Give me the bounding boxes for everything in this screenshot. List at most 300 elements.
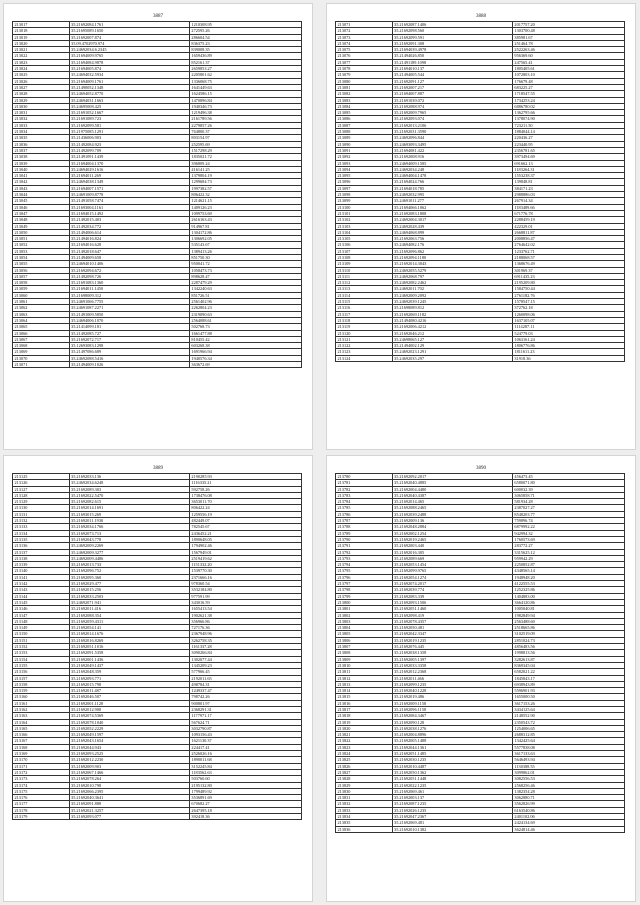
page-heading: 3888 <box>476 14 486 19</box>
record-id-cell: 213117 <box>336 311 393 317</box>
record-code-cell: 35.21692094.672 <box>69 267 189 273</box>
record-id-cell: 213039 <box>13 160 70 166</box>
document-page-2 <box>326 3 636 450</box>
record-id-cell: 213144 <box>13 593 70 599</box>
record-id-cell: 213828 <box>336 776 393 782</box>
record-id-cell: 213079 <box>336 72 393 78</box>
record-code-cell: 35.24694006.1070 <box>69 317 189 323</box>
amount-cell: 283772.27 <box>512 543 624 549</box>
record-id-cell: 213065 <box>13 324 70 330</box>
amount-cell: 6582021.22 <box>512 669 624 675</box>
amount-cell: 2367948.96 <box>189 631 301 637</box>
record-code-cell: 35.21692051.1448 <box>392 776 512 782</box>
amount-cell: 1845843.17 <box>512 675 624 681</box>
amount-cell: 1940576.34 <box>189 355 301 361</box>
record-code-cell: 35.21692096.862 <box>392 248 512 254</box>
amount-cell: 2195132.80 <box>189 782 301 788</box>
record-id-cell: 213064 <box>13 317 70 323</box>
record-id-cell: 213170 <box>13 757 70 763</box>
amount-cell: 1183489.66 <box>512 204 624 210</box>
record-id-cell: 213168 <box>13 744 70 750</box>
record-code-cell: 35.24692023.1291 <box>392 349 512 355</box>
record-id-cell: 213066 <box>13 330 70 336</box>
record-id-cell: 213110 <box>336 267 393 273</box>
amount-cell: 810455.42 <box>189 336 301 342</box>
record-id-cell: 213034 <box>13 129 70 135</box>
record-id-cell: 213086 <box>336 116 393 122</box>
record-id-cell: 213057 <box>13 273 70 279</box>
record-code-cell: 35.21695089.1650 <box>69 28 189 34</box>
record-code-cell: 35.21491189.1098 <box>392 59 512 65</box>
record-id-cell: 213042 <box>13 179 70 185</box>
record-id-cell: 213804 <box>336 625 393 631</box>
record-id-cell: 213046 <box>13 204 70 210</box>
record-id-cell: 213122 <box>336 343 393 349</box>
record-id-cell: 213799 <box>336 593 393 599</box>
record-id-cell: 213023 <box>13 59 70 65</box>
record-id-cell: 213793 <box>336 555 393 561</box>
amount-cell: 2526026.16 <box>189 751 301 757</box>
amount-cell: 577966.45 <box>189 669 301 675</box>
record-code-cell: 35.21494016.824 <box>69 236 189 242</box>
record-id-cell: 213071 <box>13 362 70 368</box>
record-id-cell: 213833 <box>336 807 393 813</box>
record-code-cell: 35.21692006.4212 <box>392 324 512 330</box>
amount-cell: 727176.36 <box>189 625 301 631</box>
record-id-cell: 213791 <box>336 543 393 549</box>
amount-cell: 3152245.84 <box>189 763 301 769</box>
amount-cell: 1303700.48 <box>512 28 624 34</box>
amount-cell: 764800.37 <box>189 129 301 135</box>
record-id-cell: 213822 <box>336 738 393 744</box>
amount-cell: 1799489.92 <box>189 788 301 794</box>
record-id-cell: 213121 <box>336 336 393 342</box>
amount-cell: 3653011.70 <box>189 499 301 505</box>
amount-cell: 798742.26 <box>189 694 301 700</box>
amount-cell: 2564088.61 <box>189 317 301 323</box>
record-id-cell: 213116 <box>336 305 393 311</box>
record-code-cell: 35.21692046.507 <box>69 694 189 700</box>
amount-cell: 1806776.86 <box>512 343 624 349</box>
amount-cell: 956369.60 <box>512 53 624 59</box>
amount-cell: 2668811.87 <box>512 229 624 235</box>
record-code-cell: 35.21694011.1450 <box>69 286 189 292</box>
record-id-cell: 213088 <box>336 129 393 135</box>
record-id-cell: 213780 <box>336 474 393 480</box>
amount-cell: 272595.26 <box>189 28 301 34</box>
record-code-cell: 35.21692091.888 <box>69 801 189 807</box>
record-id-cell: 213158 <box>13 681 70 687</box>
record-code-cell: 35.21692007.217 <box>392 84 512 90</box>
record-code-cell: 35.21698089.812 <box>392 305 512 311</box>
record-id-cell: 213104 <box>336 229 393 235</box>
record-id-cell: 213150 <box>13 631 70 637</box>
record-code-cell: 35.21692012.2230 <box>69 757 189 763</box>
amount-cell: 1659436.89 <box>189 53 301 59</box>
record-code-cell: 35.21692093.2525 <box>69 751 189 757</box>
record-code-cell: 35.21694084.9878 <box>69 59 189 65</box>
record-id-cell: 213167 <box>13 738 70 744</box>
record-id-cell: 213131 <box>13 511 70 517</box>
amount-cell: 1655413.54 <box>189 606 301 612</box>
record-id-cell: 213816 <box>336 700 393 706</box>
table-row <box>336 355 625 361</box>
amount-cell: 1738476.08 <box>189 492 301 498</box>
document-page-1 <box>3 3 313 450</box>
record-code-cell: 35.24692034.6248 <box>69 480 189 486</box>
record-code-cell: 35.21491058.7474 <box>69 198 189 204</box>
record-id-cell: 213803 <box>336 618 393 624</box>
record-code-cell: 35.21494009.1026 <box>69 362 189 368</box>
record-code-cell: 35.21692091.308 <box>392 40 512 46</box>
record-id-cell: 213032 <box>13 116 70 122</box>
amount-cell: 1362795.66 <box>512 110 624 116</box>
amount-cell: 1058473.73 <box>189 267 301 273</box>
record-id-cell: 213153 <box>13 650 70 656</box>
record-id-cell: 213106 <box>336 242 393 248</box>
amount-cell: 1260098.06 <box>512 311 624 317</box>
amount-cell: 1299684.73 <box>189 179 301 185</box>
record-code-cell: 35.21692011.487 <box>69 688 189 694</box>
record-id-cell: 213134 <box>13 530 70 536</box>
record-code-cell: 35.21490052.1348 <box>69 84 189 90</box>
record-code-cell: 35.24692032.995 <box>392 192 512 198</box>
record-id-cell: 213173 <box>13 776 70 782</box>
record-id-cell: 213080 <box>336 78 393 84</box>
record-id-cell: 213115 <box>336 299 393 305</box>
record-code-cell: 35.21692019.2465 <box>392 536 512 542</box>
record-code-cell: 35.21692011.416 <box>69 606 189 612</box>
record-id-cell: 213786 <box>336 511 393 517</box>
record-id-cell: 213136 <box>13 543 70 549</box>
record-id-cell: 213128 <box>13 492 70 498</box>
record-id-cell: 213058 <box>13 280 70 286</box>
record-code-cell: 35.21691083.1360 <box>69 280 189 286</box>
record-code-cell: 35.21692048.2884 <box>392 524 512 530</box>
record-id-cell: 213157 <box>13 675 70 681</box>
amount-cell: 942994.32 <box>512 530 624 536</box>
record-code-cell: 35.21692009.7965 <box>392 110 512 116</box>
record-code-cell: 35.21694010.137 <box>392 66 512 72</box>
amount-cell: 567624.71 <box>189 719 301 725</box>
amount-cell: 2568256.46 <box>512 782 624 788</box>
amount-cell: 1718547.55 <box>512 91 624 97</box>
amount-cell: 2287479.29 <box>189 280 301 286</box>
record-code-cell: 35.21492098.726 <box>69 273 189 279</box>
record-code-cell: 35.21694007.1571 <box>69 185 189 191</box>
record-id-cell: 213806 <box>336 637 393 643</box>
record-id-cell: 213027 <box>13 84 70 90</box>
amount-cell: 759896.74 <box>512 518 624 524</box>
record-id-cell: 213824 <box>336 751 393 757</box>
amount-cell: 3090266.84 <box>189 650 301 656</box>
record-code-cell: 35.21694011.269 <box>69 173 189 179</box>
record-id-cell: 213018 <box>13 28 70 34</box>
amount-cell: 2161789.56 <box>189 116 301 122</box>
amount-cell: 3099862.01 <box>512 769 624 775</box>
amount-cell: 1183562.63 <box>189 769 301 775</box>
record-code-cell: 35.21491091.1439 <box>69 154 189 160</box>
record-code-cell: 35.21692038.1358 <box>392 650 512 656</box>
record-code-cell: 35.21694039.4978 <box>392 47 512 53</box>
record-code-cell: 35.21692022.5470 <box>69 492 189 498</box>
amount-cell: 1637105.07 <box>512 317 624 323</box>
record-id-cell: 213785 <box>336 505 393 511</box>
amount-cell: 524779.03 <box>512 330 624 336</box>
amount-cell: 803154.97 <box>189 135 301 141</box>
amount-cell: 1093156.43 <box>189 732 301 738</box>
amount-cell: 6886780.02 <box>512 103 624 109</box>
amount-cell: 1890648.05 <box>189 536 301 542</box>
amount-cell: 2368291.31 <box>189 706 301 712</box>
record-code-cell: 35.24694010.1406 <box>69 261 189 267</box>
record-id-cell: 213130 <box>13 505 70 511</box>
document-page-3 <box>3 455 313 902</box>
record-id-cell: 213068 <box>13 343 70 349</box>
record-code-cell: 35.24692035.297 <box>392 355 512 361</box>
record-id-cell: 213029 <box>13 97 70 103</box>
amount-cell: 1661477.88 <box>189 330 301 336</box>
record-code-cell: 35.24691011.277 <box>392 198 512 204</box>
record-code-cell: 35.21692026.1235 <box>392 807 512 813</box>
amount-cell: 1835021.72 <box>189 154 301 160</box>
record-code-cell: 35.21692093.074 <box>392 116 512 122</box>
record-code-cell: 35.24692034.6.2345 <box>69 47 189 53</box>
amount-cell: 600032.39 <box>512 486 624 492</box>
record-code-cell: 35.24698065.127 <box>392 336 512 342</box>
amount-cell: 670682.27 <box>189 801 301 807</box>
record-id-cell: 213119 <box>336 324 393 330</box>
record-id-cell: 213069 <box>13 349 70 355</box>
record-id-cell: 213137 <box>13 549 70 555</box>
amount-cell: 3532184.80 <box>189 587 301 593</box>
record-id-cell: 213112 <box>336 280 393 286</box>
record-code-cell: 35.21692011.1930 <box>69 518 189 524</box>
record-code-cell: 35.21692043.778 <box>69 536 189 542</box>
record-code-cell: 35.21494005.544 <box>392 72 512 78</box>
record-id-cell: 213074 <box>336 40 393 46</box>
record-id-cell: 213059 <box>13 286 70 292</box>
record-id-cell: 213147 <box>13 612 70 618</box>
record-id-cell: 213120 <box>336 330 393 336</box>
record-id-cell: 213166 <box>13 732 70 738</box>
record-code-cell: 35.21692044.1361 <box>392 744 512 750</box>
record-code-cell: 35.21693004.1161 <box>69 204 189 210</box>
record-code-cell: 35.21692031.3590 <box>392 129 512 135</box>
record-id-cell: 213124 <box>336 355 393 361</box>
record-code-cell: 35.21692093.1506 <box>392 599 512 605</box>
amount-cell: 723211.50 <box>512 122 624 128</box>
amount-cell: 1902621.38 <box>189 612 301 618</box>
record-id-cell: 213050 <box>13 229 70 235</box>
amount-cell: 1578547.15 <box>512 299 624 305</box>
record-id-cell: 213179 <box>13 814 70 820</box>
record-code-cell: 35.21692033.136 <box>69 474 189 480</box>
record-id-cell: 213155 <box>13 662 70 668</box>
record-code-cell: 35.21975085.1291 <box>69 129 189 135</box>
amount-cell: 3062880.71 <box>512 795 624 801</box>
record-id-cell: 213146 <box>13 606 70 612</box>
amount-cell: 4856483.56 <box>512 644 624 650</box>
record-id-cell: 213156 <box>13 669 70 675</box>
amount-cell: 2761182.76 <box>512 292 624 298</box>
record-code-cell: 35.21692067.1466 <box>69 769 189 775</box>
record-code-cell: 35.21692083.1808 <box>392 210 512 216</box>
ledger-table <box>335 21 625 362</box>
record-id-cell: 213823 <box>336 744 393 750</box>
record-id-cell: 213821 <box>336 732 393 738</box>
record-code-cell: 35.24694082.176 <box>392 242 512 248</box>
record-code-cell: 35.21692090.128 <box>392 719 512 725</box>
record-code-cell: 35.21694007.887 <box>392 91 512 97</box>
record-code-cell: 35.24692055.5279 <box>392 267 512 273</box>
amount-cell: 1997382.57 <box>189 185 301 191</box>
record-code-cell: 35.21692084.1761 <box>69 22 189 28</box>
amount-cell: 343016.59 <box>189 599 301 605</box>
record-code-cell: 35.21692044.943 <box>69 744 189 750</box>
record-id-cell: 213024 <box>13 66 70 72</box>
record-id-cell: 213077 <box>336 59 393 65</box>
amount-cell: 1734253.24 <box>512 97 624 103</box>
record-id-cell: 213063 <box>13 311 70 317</box>
record-code-cell: 35.24692071.941 <box>69 599 189 605</box>
record-code-cell: 35.21692091.127 <box>392 78 512 84</box>
record-code-cell: 35.21692089.669 <box>392 555 512 561</box>
amount-cell: 3617133.63 <box>512 751 624 757</box>
record-id-cell: 213836 <box>336 826 393 832</box>
record-id-cell: 213043 <box>13 185 70 191</box>
record-code-cell: 35.21692052.2229 <box>69 725 189 731</box>
record-code-cell: 35.21492034.772 <box>69 223 189 229</box>
record-id-cell: 213028 <box>13 91 70 97</box>
amount-cell: 372762.18 <box>512 305 624 311</box>
record-code-cell: 35.21692066.2395 <box>69 788 189 794</box>
amount-cell: 1233762.71 <box>512 248 624 254</box>
amount-cell: 286604.54 <box>189 34 301 40</box>
page-heading: 3887 <box>153 14 163 19</box>
record-id-cell: 213142 <box>13 581 70 587</box>
amount-cell: 2518665.86 <box>512 625 624 631</box>
record-code-cell: 35.21692059.4311 <box>69 618 189 624</box>
record-id-cell: 213107 <box>336 248 393 254</box>
record-id-cell: 213040 <box>13 166 70 172</box>
record-id-cell: 213143 <box>13 587 70 593</box>
amount-cell: 502768.73 <box>189 324 301 330</box>
record-id-cell: 213161 <box>13 700 70 706</box>
table-row <box>13 814 302 820</box>
amount-cell: 396809.24 <box>189 160 301 166</box>
amount-cell: 5596901.93 <box>512 688 624 694</box>
record-id-cell: 213054 <box>13 254 70 260</box>
amount-cell: 3282613.87 <box>512 656 624 662</box>
page-heading: 3889 <box>153 466 163 471</box>
record-code-cell: 35.12693083.1298 <box>69 343 189 349</box>
record-id-cell: 213826 <box>336 763 393 769</box>
record-code-cell: 35.24692088.5416 <box>69 355 189 361</box>
amount-cell: 806422.24 <box>189 505 301 511</box>
amount-cell: 6938943.89 <box>512 681 624 687</box>
record-code-cell: 35.21692088.2465 <box>392 505 512 511</box>
amount-cell: 3434125.64 <box>512 706 624 712</box>
record-id-cell: 213795 <box>336 568 393 574</box>
record-code-cell: 35.21492018.647 <box>69 248 189 254</box>
record-code-cell: 35.24691066.7755 <box>69 299 189 305</box>
amount-cell: 3102519.09 <box>512 631 624 637</box>
record-code-cell: 35.24692004.3017 <box>392 217 512 223</box>
record-code-cell: 35.24694068.899 <box>392 229 512 235</box>
record-id-cell: 213135 <box>13 536 70 542</box>
record-code-cell: 35.21692072.717 <box>69 336 189 342</box>
record-code-cell: 35.21692015.798 <box>69 681 189 687</box>
record-id-cell: 213048 <box>13 217 70 223</box>
record-id-cell: 213812 <box>336 675 393 681</box>
amount-cell: 1063161.24 <box>512 336 624 342</box>
record-id-cell: 213827 <box>336 769 393 775</box>
record-code-cell: 35.21694015.1492 <box>69 210 189 216</box>
amount-cell: 535143.67 <box>189 242 301 248</box>
record-id-cell: 213809 <box>336 656 393 662</box>
amount-cell: 1567949.01 <box>189 549 301 555</box>
amount-cell: 1539770.30 <box>189 568 301 574</box>
record-id-cell: 213095 <box>336 173 393 179</box>
record-id-cell: 213171 <box>13 763 70 769</box>
record-id-cell: 213174 <box>13 782 70 788</box>
amount-cell: 503760.60 <box>189 776 301 782</box>
amount-cell: 1470896.84 <box>189 97 301 103</box>
amount-cell: 2659853.27 <box>189 66 301 72</box>
page-heading: 3890 <box>476 466 486 471</box>
record-code-cell: 35.21692098.419 <box>392 612 512 618</box>
record-id-cell: 213794 <box>336 562 393 568</box>
record-code-cell: 35.21494009.658 <box>69 254 189 260</box>
amount-cell: 482449.07 <box>189 518 301 524</box>
record-code-cell: 35.21692019.1235 <box>392 637 512 643</box>
record-code-cell: 35.24692009.2092 <box>392 292 512 298</box>
amount-cell: 1794902.46 <box>189 543 301 549</box>
record-id-cell: 213017 <box>13 22 70 28</box>
record-code-cell: 35.21692054.141 <box>69 625 189 631</box>
record-id-cell: 213031 <box>13 110 70 116</box>
record-code-cell: 35.21692054.1274 <box>392 574 512 580</box>
record-id-cell: 213101 <box>336 210 393 216</box>
record-id-cell: 213108 <box>336 254 393 260</box>
record-id-cell: 213020 <box>13 40 70 46</box>
record-code-cell: 35.21692050.1362 <box>392 769 512 775</box>
amount-cell: 2371666.16 <box>189 574 301 580</box>
record-id-cell: 213036 <box>13 141 70 147</box>
record-code-cell: 35.21692088.354 <box>69 612 189 618</box>
record-code-cell: 35.21692096.752 <box>69 568 189 574</box>
record-id-cell: 213129 <box>13 499 70 505</box>
record-code-cell: 35.21692002.1254 <box>392 530 512 536</box>
record-id-cell: 213111 <box>336 273 393 279</box>
record-id-cell: 213102 <box>336 217 393 223</box>
amount-cell: 2647395.18 <box>189 807 301 813</box>
amount-cell: 1177971.17 <box>189 713 301 719</box>
amount-cell: 1948948.20 <box>512 574 624 580</box>
record-code-cell: 35.21692043.1654 <box>69 738 189 744</box>
record-code-cell: 35.21692087.1406 <box>392 22 512 28</box>
record-id-cell: 213113 <box>336 286 393 292</box>
record-id-cell: 213045 <box>13 198 70 204</box>
record-id-cell: 213830 <box>336 788 393 794</box>
record-id-cell: 213087 <box>336 122 393 128</box>
record-code-cell: 35.21492085.727 <box>69 330 189 336</box>
record-id-cell: 213089 <box>336 135 393 141</box>
record-id-cell: 213831 <box>336 795 393 801</box>
record-code-cell: 35.21691052.1667 <box>69 110 189 116</box>
amount-cell: 898628.47 <box>189 273 301 279</box>
